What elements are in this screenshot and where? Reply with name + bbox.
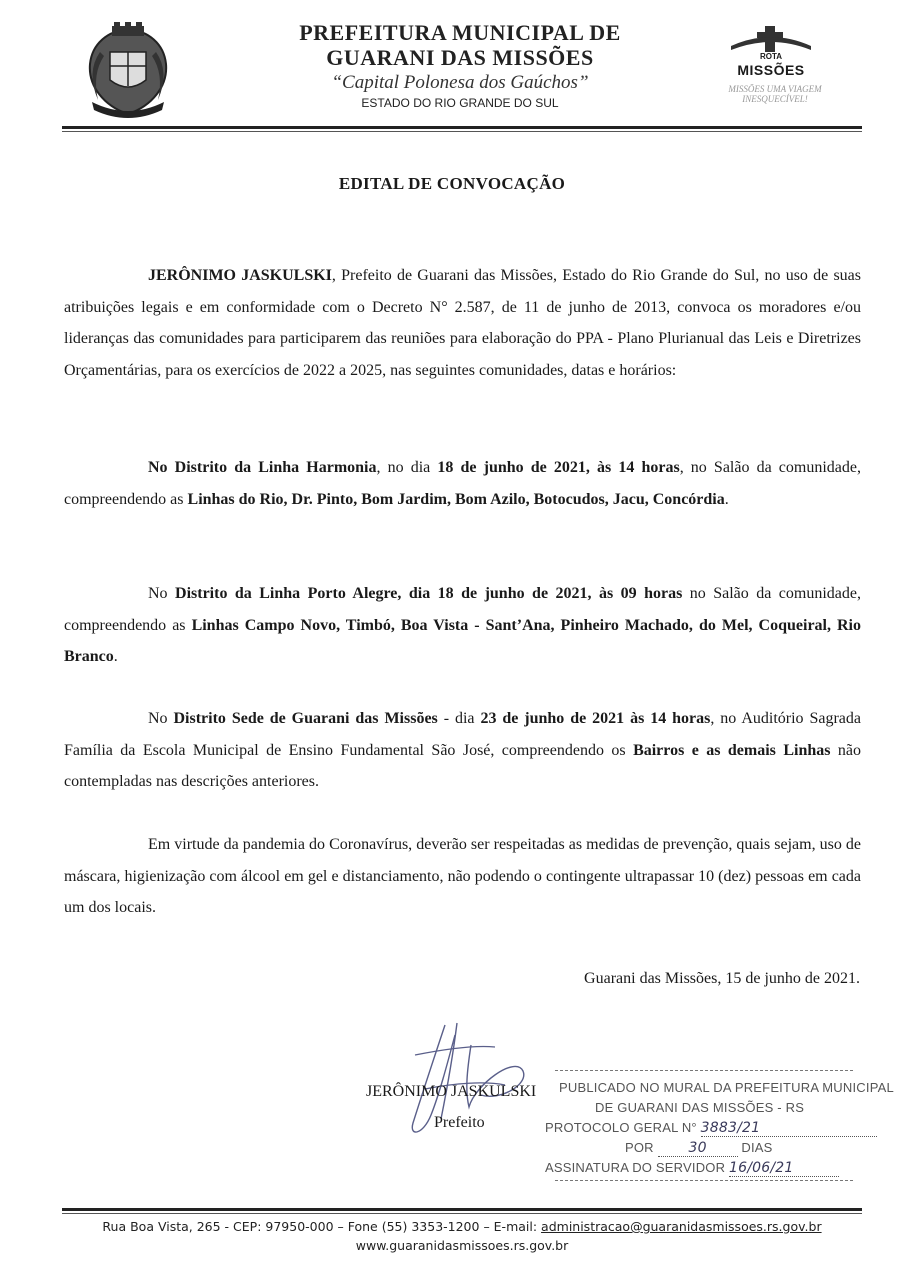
stamp-line2: DE GUARANI DAS MISSÕES - RS	[595, 1100, 805, 1115]
signatory-role: Prefeito	[434, 1114, 485, 1131]
footer-email-link[interactable]: administracao@guaranidasmissoes.rs.gov.br	[541, 1219, 822, 1234]
rota-logo-small: ROTA	[759, 52, 783, 61]
stamp-protocol-value: 3883/21	[700, 1120, 761, 1136]
footer-divider-thin	[62, 1213, 862, 1214]
p4-text-2: , no Auditório Sagrada Família da Escola Municipal de Ensino Fundamental São José, compreendendo os	[64, 710, 862, 759]
p4-text-1: - dia	[437, 710, 481, 727]
p3-bold-1: Distrito da Linha Porto Alegre, dia 18 de junho de 2021, às 09 horas	[175, 585, 683, 602]
stamp-line4	[625, 1140, 773, 1157]
p2-bold-2: 18 de junho de 2021, às 14 horas	[437, 459, 680, 476]
header-title	[190, 20, 730, 70]
p2-bold-3: Linhas do Rio, Dr. Pinto, Bom Jardim, Bom Azilo, Botocudos, Jacu, Concórdia	[187, 490, 725, 508]
p5-text: Em virtude da pandemia do Coronavírus, deverão ser respeitadas as medidas de prevenção, quais sejam, uso de máscara, higienização com álcool em gel e distanciamento, não podendo o contingente ultrapassar 10 (dez) pessoas em cada um dos locais.	[64, 836, 861, 916]
paragraph-pandemia	[64, 829, 861, 924]
p1-bold-name: JERÔNIMO JASKULSKI	[148, 267, 332, 284]
rota-logo-tagline2: INESQUECÍVEL!	[742, 94, 808, 104]
p3-text-0: No	[148, 585, 176, 602]
p2-bold-1: No Distrito da Linha Harmonia	[148, 459, 377, 476]
stamp-por-label: POR	[625, 1140, 654, 1155]
p4-text-3: não contempladas nas descrições anteriores.	[64, 741, 861, 790]
stamp-protocol-label: PROTOCOLO GERAL N°	[545, 1120, 697, 1135]
date-line: Guarani das Missões, 15 de junho de 2021.	[584, 970, 860, 987]
rota-missoes-logo	[725, 24, 845, 124]
footer-address-text: Rua Boa Vista, 265 - CEP: 97950-000 – Fone (55) 3353-1200 – E-mail:	[102, 1219, 542, 1234]
p4-bold-1: Distrito Sede de Guarani das Missões	[173, 710, 438, 727]
municipal-coat-of-arms	[78, 22, 178, 122]
stamp-dias-label: DIAS	[741, 1140, 773, 1155]
p2-text-1: , no dia	[376, 459, 438, 476]
stamp-days-value: 30	[688, 1140, 707, 1156]
footer-address	[62, 1219, 862, 1234]
paragraph-linha-porto-alegre	[64, 578, 861, 673]
stamp-signature-label: ASSINATURA DO SERVIDOR	[545, 1160, 726, 1175]
stamp-date-value: 16/06/21	[729, 1160, 794, 1176]
stamp-line3	[545, 1120, 877, 1137]
p3-text-2: .	[113, 648, 118, 665]
header-title-line2: GUARANI DAS MISSÕES	[326, 45, 594, 70]
header-state: ESTADO DO RIO GRANDE DO SUL	[361, 96, 559, 110]
rota-logo-tagline1: MISSÕES UMA VIAGEM	[728, 84, 822, 94]
header-divider-thin	[62, 131, 862, 132]
paragraph-distrito-sede	[64, 703, 861, 798]
p2-text-3: .	[724, 490, 729, 508]
paragraph-intro	[64, 260, 861, 386]
p4-bold-3: Bairros e as demais Linhas	[633, 741, 831, 759]
document-title: EDITAL DE CONVOCAÇÃO	[338, 174, 566, 193]
p4-text-0: No	[148, 710, 174, 727]
footer-website[interactable]: www.guaranidasmissoes.rs.gov.br	[355, 1238, 569, 1253]
stamp-line5	[545, 1160, 839, 1177]
header-motto: “Capital Polonesa dos Gaúchos”	[331, 72, 589, 93]
footer-divider	[62, 1208, 862, 1211]
paragraph-linha-harmonia	[64, 452, 861, 515]
header-divider	[62, 126, 862, 129]
publication-stamp	[545, 1070, 894, 1180]
p4-bold-2: 23 de junho de 2021 às 14 horas	[480, 710, 711, 727]
stamp-line1: PUBLICADO NO MURAL DA PREFEITURA MUNICIPAL	[559, 1080, 894, 1095]
header-title-line1: PREFEITURA MUNICIPAL DE	[299, 20, 621, 45]
p3-bold-2: Linhas Campo Novo, Timbó, Boa Vista - Sant’Ana, Pinheiro Machado, do Mel, Coqueiral, Rio Branco	[64, 616, 862, 665]
rota-logo-tagline	[705, 84, 845, 104]
rota-missoes-cross-icon	[725, 24, 817, 54]
p2-text-2: , no Salão da comunidade, compreendendo as	[64, 459, 861, 508]
signatory-name: JERÔNIMO JASKULSKI	[366, 1083, 537, 1100]
p1-text: , Prefeito de Guarani das Missões, Estado do Rio Grande do Sul, no uso de suas atribuições legais e em conformidade com o Decreto N° 2.587, de 11 de junho de 2013, convoca os moradores e/ou lideranças das comunidades para participarem das reuniões para elaboração do PPA - Plano Plurianual das Leis e Diretrizes Orçamentárias, para os exercícios de 2022 a 2025, nas seguintes comunidades, datas e horários:	[64, 267, 861, 379]
rota-logo-big: MISSÕES	[737, 62, 805, 78]
p3-text-1: no Salão da comunidade, compreendendo as	[64, 585, 861, 634]
